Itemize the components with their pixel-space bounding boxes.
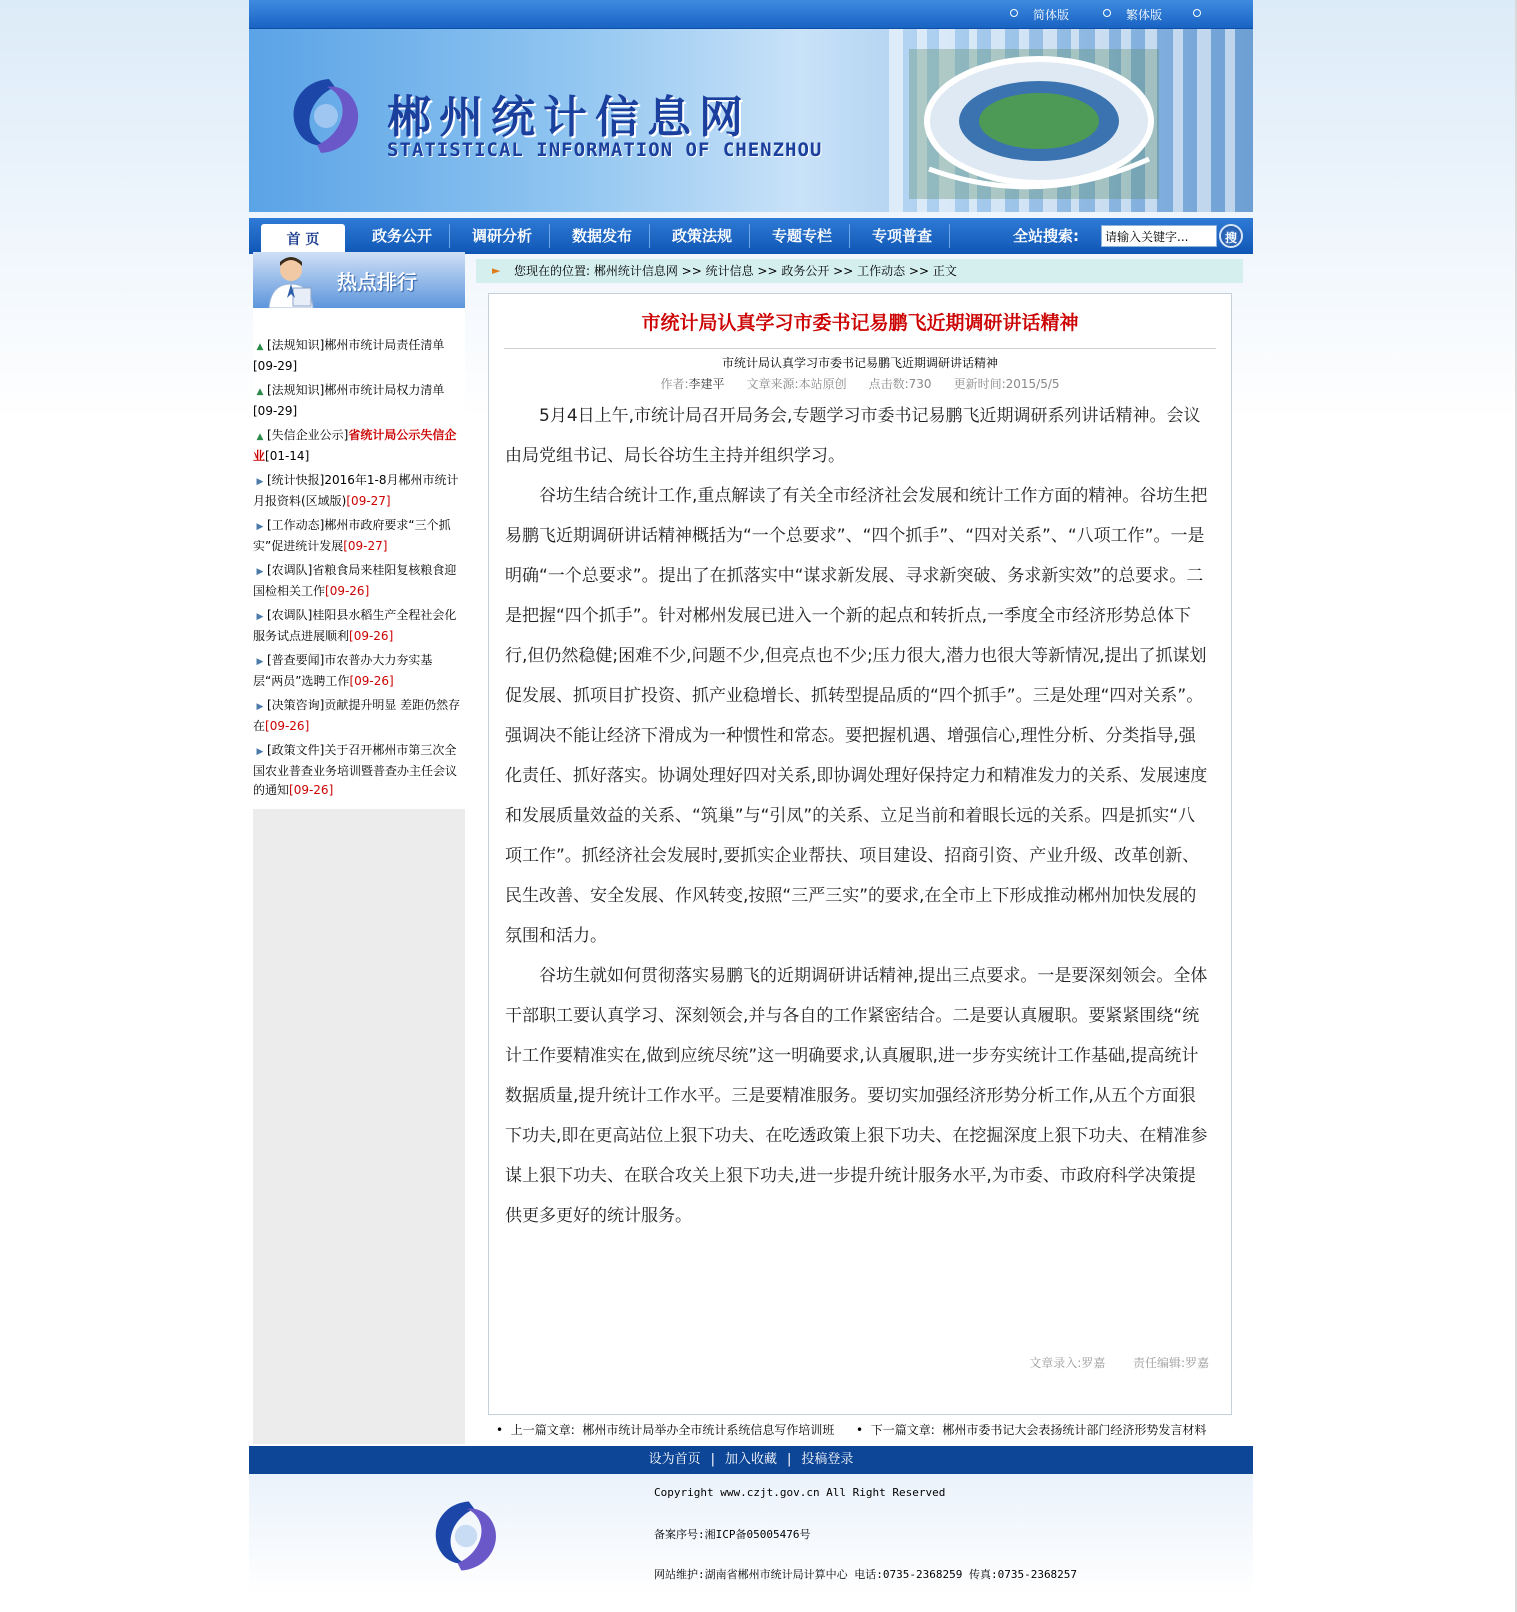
article-title: 市统计局认真学习市委书记易鹏飞近期调研讲话精神 [641, 312, 1079, 334]
blue-arrow-icon: ▶ [256, 702, 264, 712]
hot-item[interactable] [253, 651, 461, 691]
next-label: 下一篇文章: [870, 1423, 935, 1437]
article-panel [488, 293, 1232, 1415]
add-favorite-link[interactable]: 加入收藏 [724, 1452, 777, 1467]
decor-stripe [1173, 29, 1183, 212]
editor-by: 责任编辑:罗嘉 [1132, 1356, 1209, 1370]
article-paragraph: 谷坊生就如何贯彻落实易鹏飞的近期调研讲话精神,提出三点要求。一是要深刻领会。全体干部职工要认真学习、深刻领会,并与各自的工作紧密结合。二是要认真履职。要紧紧围绕“统计工作要精准实在,做到应统尽统”这一明确要求,认真履职,进一步夯实统计工作基础,提高统计数据质量,提升统计工作水平。三是要精准服务。要切实加强经济形势分析工作,从五个方面狠下功夫,即在更高站位上狠下功夫、在吃透政策上狠下功夫、在挖掘深度上狠下功夫、在精准参谋上狠下功夫、在联合攻关上狠下功夫,进一步提升统计服务水平,为市委、市政府科学决策提供更多更好的统计服务。 [505, 966, 1208, 1226]
hot-list [253, 308, 465, 809]
next-article[interactable]: • 下一篇文章: 郴州市委书记大会表扬统计部门经济形势发言材料 [856, 1423, 1207, 1437]
sidebar-header [253, 252, 465, 308]
hot-item-link[interactable]: 省统计局公示失信企业 [253, 428, 457, 463]
prev-label: 上一篇文章: [510, 1423, 575, 1437]
nav-item-policies[interactable]: 政策法规 [671, 227, 732, 245]
set-homepage-link[interactable]: 设为首页 [648, 1452, 701, 1467]
hot-item-date: [09-26] [265, 719, 310, 733]
hot-item-link[interactable]: [法规知识]郴州市统计局责任清单 [267, 338, 445, 352]
source-label: 文章来源: [746, 377, 799, 391]
traditional-link[interactable]: 繁体版 [1126, 8, 1163, 22]
blue-arrow-icon: ▶ [256, 657, 264, 667]
decor-stripe [1225, 29, 1235, 212]
site-title: 郴州统计信息网 [387, 92, 751, 143]
hot-item-date: [09-27] [346, 494, 391, 508]
hot-item-date: [09-29] [253, 359, 298, 373]
hits-label: 点击数: [868, 377, 909, 391]
hot-item[interactable] [253, 426, 461, 466]
site-logo-icon [281, 71, 371, 161]
article-meta [489, 375, 1231, 392]
hot-item-date: [09-26] [289, 783, 334, 797]
breadcrumb-text[interactable]: 您现在的位置: 郴州统计信息网 >> 统计信息 >> 政务公开 >> 工作动态 >> 正文 [514, 264, 957, 278]
footer [249, 1474, 1253, 1594]
maintainer-text: 网站维护:湖南省郴州市统计局计算中心 电话:0735-2368259 传真:0735-2368257 [654, 1568, 1078, 1581]
blue-arrow-icon: ▶ [256, 612, 264, 622]
prev-link[interactable]: 郴州市统计局举办全市统计系统信息写作培训班 [582, 1423, 835, 1437]
hot-item-category[interactable]: [失信企业公示] [267, 428, 349, 442]
search-label: 全站搜索: [1013, 227, 1079, 245]
hot-item[interactable] [253, 381, 461, 421]
hot-item-date: [09-29] [253, 404, 298, 418]
nav-item-census[interactable]: 专项普查 [871, 227, 932, 245]
nav-item-special-topics[interactable]: 专题专栏 [771, 227, 832, 245]
hot-item-date: [09-27] [343, 539, 388, 553]
hot-item-link[interactable]: [决策咨询]贡献提升明显 差距仍然存在 [253, 698, 461, 733]
blue-arrow-icon: ▶ [256, 567, 264, 577]
hot-item-date: [01-14] [265, 449, 310, 463]
simplified-link[interactable]: 简体版 [1033, 8, 1070, 22]
icp-text: 备案序号:湘ICP备05005476号 [654, 1528, 811, 1541]
hot-item[interactable] [253, 471, 461, 511]
hot-item-link[interactable]: [工作动态]郴州市政府要求“三个抓实”促进统计发展 [253, 518, 451, 553]
decor-stripe [1197, 29, 1211, 212]
hot-item[interactable] [253, 741, 461, 800]
site-subtitle: STATISTICAL INFORMATION OF CHENZHOU [387, 139, 823, 161]
hot-item[interactable] [253, 561, 461, 601]
footer-links-bar: 设为首页 | 加入收藏 | 投稿登录 [249, 1446, 1253, 1474]
green-arrow-icon: ▲ [256, 342, 264, 352]
header-banner [249, 29, 1253, 212]
nav-item-data-release[interactable]: 数据发布 [571, 227, 632, 245]
search-input[interactable] [1101, 225, 1217, 247]
staff-avatar-icon [263, 254, 323, 308]
next-link[interactable]: 郴州市委书记大会表扬统计部门经济形势发言材料 [942, 1423, 1207, 1437]
article-subtitle: 市统计局认真学习市委书记易鹏飞近期调研讲话精神 [721, 356, 998, 370]
nav-separator [849, 224, 850, 248]
nav-item-research-analysis[interactable]: 调研分析 [471, 227, 532, 245]
search-button[interactable]: 搜 [1219, 224, 1243, 248]
source-value: 本站原创 [798, 377, 847, 391]
article-paragraph: 5月4日上午,市统计局召开局务会,专题学习市委书记易鹏飞近期调研系列讲话精神。会议由局党组书记、局长谷坊生主持并组织学习。 [505, 406, 1201, 466]
entry-by: 文章录入:罗嘉 [1029, 1356, 1106, 1370]
bullet-icon [1193, 9, 1201, 17]
hot-item-date: [09-26] [349, 674, 394, 688]
hot-item-link[interactable]: [农调队]省粮食局来桂阳复核粮食迎国检相关工作 [253, 563, 457, 598]
top-bar [249, 0, 1253, 29]
hits-value: 730 [908, 377, 932, 391]
nav-item-home[interactable]: 首 页 [261, 224, 345, 254]
author-label: 作者: [660, 377, 689, 391]
green-arrow-icon: ▲ [256, 387, 264, 397]
hot-item[interactable] [253, 516, 461, 556]
footer-logo-icon [421, 1494, 511, 1578]
nav-separator [449, 224, 450, 248]
sidebar-title: 热点排行 [337, 270, 417, 294]
breadcrumb-arrow-icon: ► [492, 264, 501, 277]
hot-item[interactable] [253, 606, 461, 646]
updated-value: 2015/5/5 [1005, 377, 1060, 391]
nav-separator [749, 224, 750, 248]
hot-item-link[interactable]: [农调队]桂阳县水稻生产全程社会化服务试点进展顺利 [253, 608, 457, 643]
breadcrumb [476, 259, 1243, 283]
sidebar [253, 252, 465, 1444]
hot-item-date: [09-26] [325, 584, 370, 598]
decor-stripe [889, 29, 903, 212]
author-value: 李建平 [688, 377, 725, 391]
nav-separator [949, 224, 950, 248]
article-footer [1029, 1354, 1209, 1371]
updated-label: 更新时间: [953, 377, 1006, 391]
copyright-text: Copyright www.czjt.gov.cn All Right Reserved [654, 1486, 946, 1499]
article-paragraph: 谷坊生结合统计工作,重点解读了有关全市经济社会发展和统计工作方面的精神。谷坊生把易鹏飞近期调研讲话精神概括为“一个总要求”、“四个抓手”、“四对关系”、“八项工作”。一是明确“一个总要求”。提出了在抓落实中“谋求新发展、寻求新突破、务求新实效”的总要求。二是把握“四个抓手”。针对郴州发展已进入一个新的起点和转折点,一季度全市经济形势总体下行,但仍然稳健;困难不少,问题不少,但亮点也不少;压力很大,潜力也很大等新情况,提出了抓谋划促发展、抓项目扩投资、抓产业稳增长、抓转型提品质的“四个抓手”。三是处理“四对关系”。强调决不能让经济下滑成为一种惯性和常态。要把握机遇、增强信心,理性分析、分类指导,强化责任、抓好落实。协调处理好四对关系,即协调处理好保持定力和精准发力的关系、发展速度和发展质量效益的关系、“筑巢”与“引凤”的关系、立足当前和着眼长远的关系。四是抓实“八项工作”。抓经济社会发展时,要抓实企业帮扶、项目建设、招商引资、产业升级、改革创新、民生改善、安全发展、作风转变,按照“三严三实”的要求,在全市上下形成推动郴州加快发展的氛围和活力。 [505, 486, 1208, 946]
hot-item-link[interactable]: [普查要闻]市农普办大力夯实基层“两员”选聘工作 [253, 653, 433, 688]
hot-item-link[interactable]: [政策文件]关于召开郴州市第三次全国农业普查业务培训暨普查办主任会议的通知 [253, 743, 458, 797]
stadium-image [909, 49, 1159, 199]
hot-item-link[interactable]: [统计快报]2016年1-8月郴州市统计月报资料(区域版) [253, 473, 459, 508]
article-body [505, 396, 1211, 1236]
bullet-icon [1103, 9, 1111, 17]
bullet-icon [1010, 9, 1018, 17]
prev-article[interactable]: • 上一篇文章: 郴州市统计局举办全市统计系统信息写作培训班 [496, 1423, 835, 1437]
green-arrow-icon: ▲ [256, 432, 264, 442]
hot-item[interactable] [253, 336, 461, 376]
main-nav [249, 218, 1253, 254]
hot-item-date: [09-26] [349, 629, 394, 643]
hot-item-link[interactable]: [法规知识]郴州市统计局权力清单 [267, 383, 445, 397]
nav-separator [649, 224, 650, 248]
nav-separator [549, 224, 550, 248]
blue-arrow-icon: ▶ [256, 477, 264, 487]
hot-item[interactable] [253, 696, 461, 736]
blue-arrow-icon: ▶ [256, 747, 264, 757]
submit-login-link[interactable]: 投稿登录 [801, 1452, 854, 1467]
blue-arrow-icon: ▶ [256, 522, 264, 532]
title-divider [504, 348, 1216, 349]
page-wrapper [249, 0, 1253, 1581]
nav-item-government-affairs[interactable]: 政务公开 [371, 227, 432, 245]
